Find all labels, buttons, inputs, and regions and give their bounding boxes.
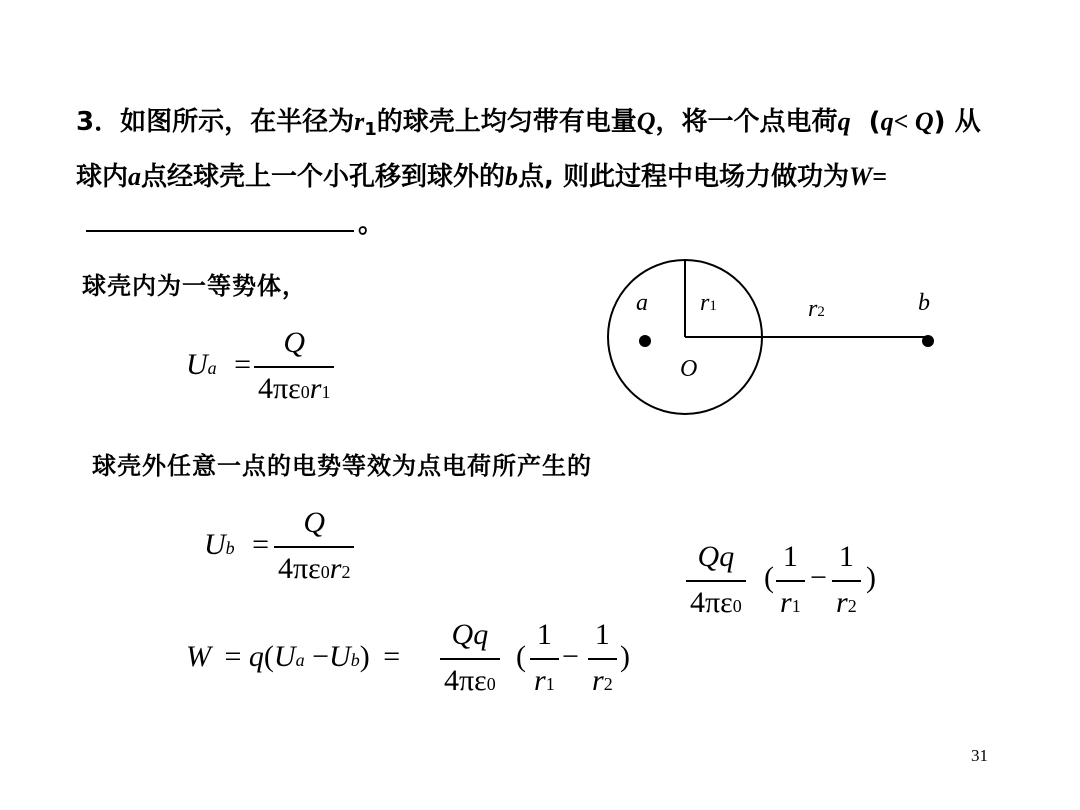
subscript: 2 (817, 304, 825, 320)
equals: = (234, 348, 252, 381)
numerator: Qq (451, 618, 489, 651)
var-r1: r (354, 107, 365, 136)
var-a: a (128, 162, 142, 191)
problem-text: ( (868, 107, 881, 137)
subscript: 1 (321, 382, 331, 402)
problem-text: 的球壳上均匀带有电量 (376, 107, 637, 137)
label-a: a (636, 290, 648, 316)
den-r: r (592, 664, 604, 697)
label-O: O (680, 356, 698, 382)
minus: − (562, 640, 579, 673)
subscript: 0 (486, 674, 496, 694)
problem-text: ，将一个点电荷 (655, 107, 838, 137)
subscript: 0 (320, 562, 330, 582)
numerator: Q (303, 506, 326, 539)
point-a-dot (639, 335, 651, 347)
minus: − (810, 561, 827, 594)
paren: ( (263, 640, 274, 673)
r: r (808, 296, 818, 322)
paren-open: ( (516, 640, 526, 673)
den-r: r (836, 586, 848, 619)
problem-text: 点, 则此过程中电场力做功为 (518, 162, 849, 192)
numerator: 1 (594, 618, 610, 651)
paren-close: ) (866, 561, 876, 594)
label-b: b (918, 290, 930, 316)
den-text: 4πε (278, 552, 321, 585)
problem-text: 3．如图所示，在半径为 (76, 107, 355, 137)
var-Q: Q (636, 107, 656, 136)
equals: = (252, 528, 270, 561)
symbol: q (248, 640, 264, 673)
subscript: 2 (341, 562, 351, 582)
subscript: b (225, 538, 235, 558)
page-number: 31 (971, 746, 988, 765)
den-r: r (534, 664, 546, 697)
problem-text: ) 从球内 (76, 107, 981, 192)
equals: = (383, 640, 401, 673)
subscript: 2 (847, 596, 857, 616)
subscript: 1 (709, 298, 717, 314)
numerator: Q (283, 326, 306, 359)
subscript: 2 (603, 674, 613, 694)
den-text: 4πε (258, 372, 301, 405)
label-r1 (700, 290, 717, 317)
subscript: a (207, 358, 217, 378)
den-text: 4πε (444, 664, 487, 697)
label-r2 (808, 296, 825, 323)
r: r (700, 290, 710, 316)
point-b-dot (922, 335, 934, 347)
den-r: r (309, 372, 322, 405)
numerator: 1 (782, 540, 798, 573)
symbol: U (204, 528, 226, 561)
problem-text: 。 (358, 209, 385, 239)
subscript: 1 (364, 119, 377, 140)
numerator: 1 (536, 618, 552, 651)
numerator: 1 (838, 540, 854, 573)
paren-open: ( (764, 561, 774, 594)
symbol: U (273, 640, 296, 673)
symbol: U (329, 640, 351, 673)
subscript: 0 (300, 382, 310, 402)
den-r: r (780, 586, 792, 619)
condition: q< Q (880, 107, 934, 136)
minus: − (312, 640, 330, 673)
symbol: W (186, 640, 211, 673)
den-text: 4πε (690, 586, 733, 619)
note-outside: 球壳外任意一点的电势等效为点电荷所产生的 (92, 451, 592, 480)
paren-close: ) (620, 640, 630, 673)
subscript: 1 (791, 596, 801, 616)
subscript: 0 (732, 596, 742, 616)
subscript: b (350, 650, 360, 670)
var-W: W= (848, 162, 887, 191)
paren: ) (359, 640, 370, 673)
problem-text: 点经球壳上一个小孔移到球外的 (141, 162, 506, 192)
equals: = (224, 640, 242, 673)
subscript: 1 (545, 674, 555, 694)
symbol: U (186, 348, 208, 381)
note-inside: 球壳内为一等势体， (82, 271, 307, 300)
den-r: r (329, 552, 342, 585)
subscript: a (295, 650, 305, 670)
var-q: q (837, 107, 851, 136)
numerator: Qq (697, 540, 735, 573)
var-b: b (505, 162, 519, 191)
